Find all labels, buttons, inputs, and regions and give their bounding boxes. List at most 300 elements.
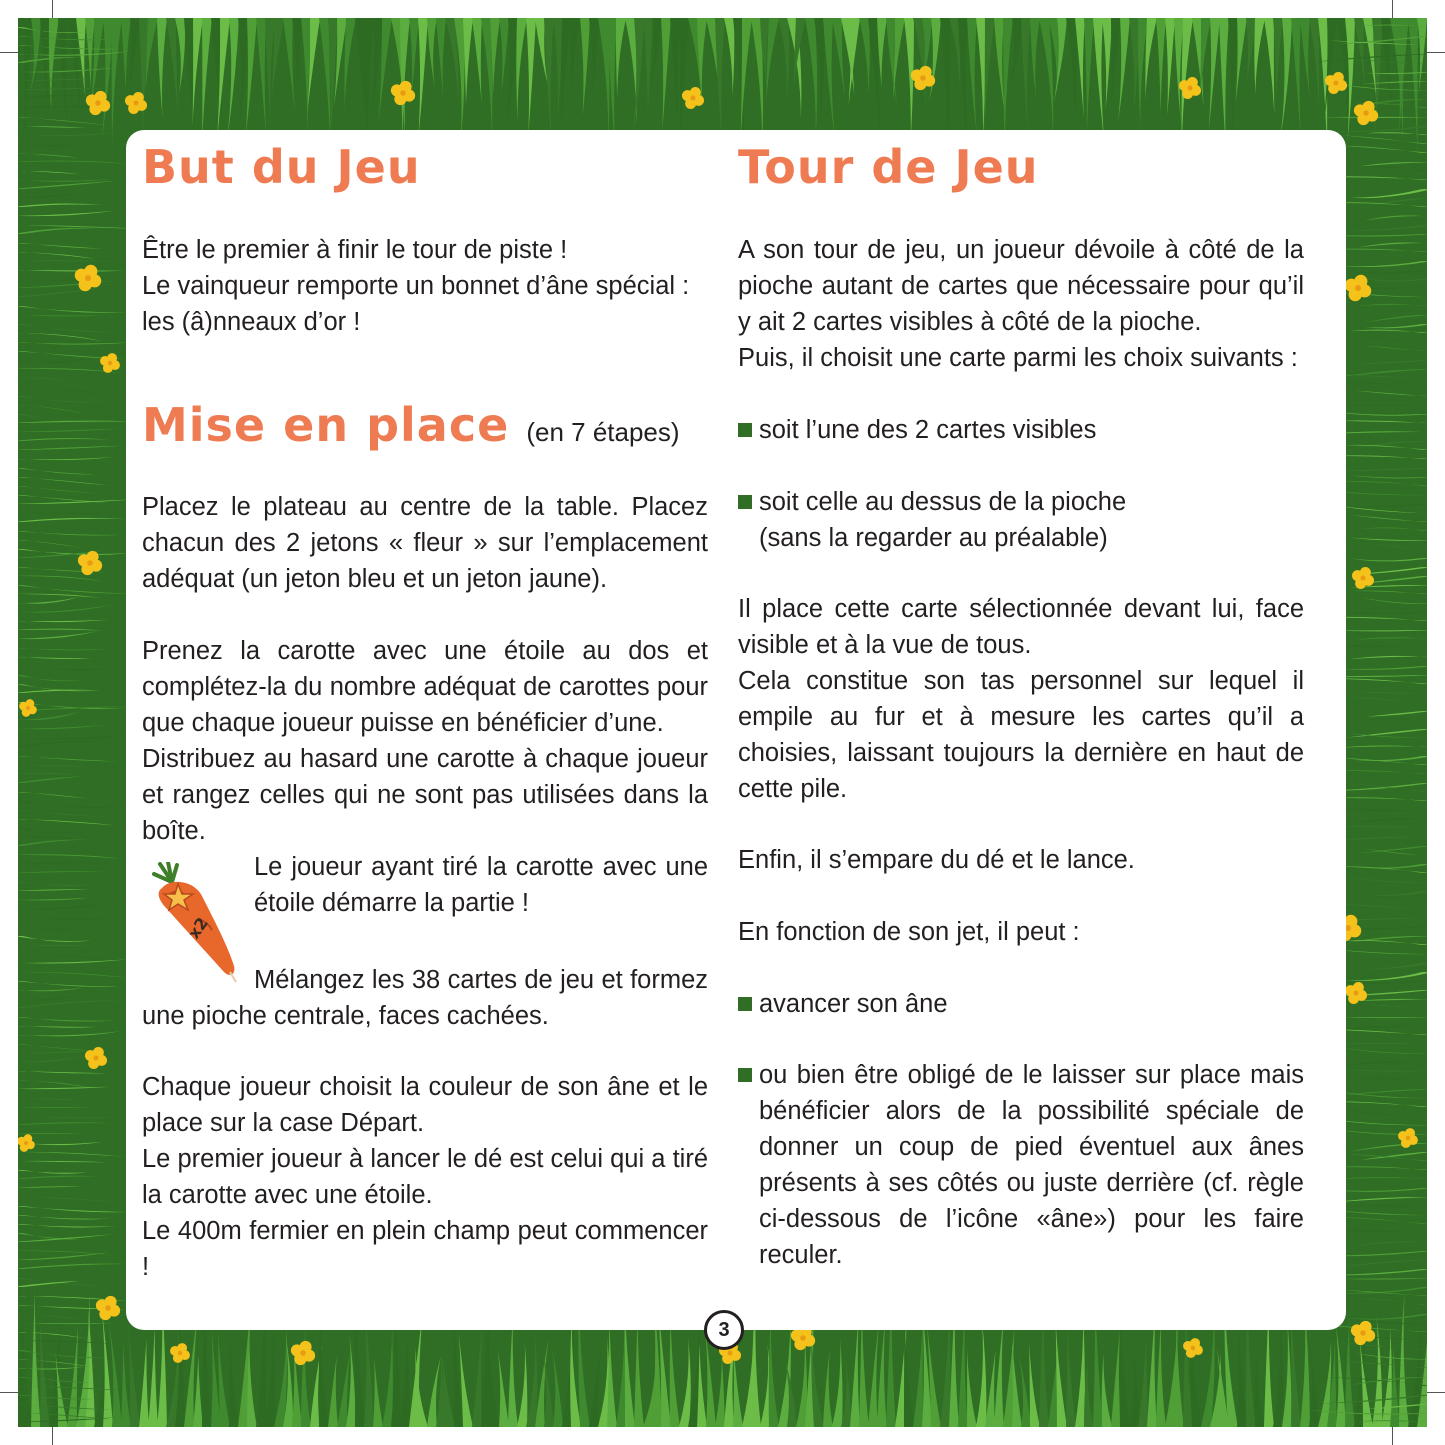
grass-blade <box>18 531 121 535</box>
grass-blade <box>18 67 118 72</box>
grass-blade <box>229 1333 239 1427</box>
grass-blade <box>1228 18 1238 144</box>
grass-blade <box>18 1161 107 1162</box>
svg-text:x2: x2 <box>184 913 212 943</box>
grass-blade <box>157 18 167 118</box>
grass-blade <box>1282 1320 1292 1427</box>
turn-para-1: A son tour de jeu, un joueur dévoile à côté de la pioche autant de cartes que nécessaire pour qu’il y ait 2 cartes visibles à côté de la pioche. <box>738 236 1304 336</box>
grass-blade <box>18 1296 135 1302</box>
grass-blade <box>1372 18 1382 142</box>
grass-blade <box>18 576 102 582</box>
grass-blade <box>1332 421 1427 423</box>
grass-blade <box>18 1080 95 1089</box>
grass-blade <box>580 18 590 116</box>
grass-blade <box>18 889 89 891</box>
grass-blade <box>1408 1322 1421 1427</box>
grass-blade <box>18 733 136 739</box>
grass-blade <box>1084 18 1094 137</box>
grass-blade <box>859 18 870 96</box>
grass-blade <box>18 324 126 332</box>
grass-blade <box>1344 1070 1427 1072</box>
grass-blade <box>616 18 626 99</box>
grass-blade <box>561 18 572 131</box>
turn-result-2-text: ou bien être obligé de le laisser sur place mais bénéficier alors de la possibilité spéciale de donner un coup de pied éventuel aux ânes présents à ses côtés ou juste derrière (cf. règle ci-dessous de l’icône «âne») pour les faire reculer. <box>759 1061 1304 1269</box>
grass-blade <box>18 378 79 383</box>
grass-blade <box>18 342 133 345</box>
grass-blade <box>18 773 82 776</box>
grass-blade <box>18 840 87 846</box>
grass-blade <box>1056 1322 1067 1427</box>
grass-blade <box>218 1329 230 1427</box>
grass-blade <box>868 1322 879 1427</box>
grass-blade <box>1066 18 1076 119</box>
grass-blade <box>526 18 536 134</box>
bullet-square <box>738 423 752 437</box>
grass-blade <box>18 1314 89 1320</box>
grass-blade <box>18 1197 119 1202</box>
grass-blade <box>18 629 102 631</box>
flower-icon <box>1345 275 1371 301</box>
grass-blade <box>364 18 374 149</box>
grass-blade <box>328 1356 338 1427</box>
grass-blade <box>1021 18 1031 134</box>
flower-icon <box>391 81 415 105</box>
grass-blade <box>18 1031 122 1036</box>
turn-para-4: Cela constitue son tas personnel sur lequel il empile au fur et à mesure les cartes qu’il a choisies, laissant toujours la dernière en haut de cette pile. <box>738 667 1304 803</box>
turn-para-5: Enfin, il s’empare du dé et le lance. <box>738 846 1135 874</box>
grass-blade <box>18 620 108 622</box>
grass-blade <box>1255 1354 1265 1427</box>
grass-blade <box>148 1326 158 1427</box>
grass-blade <box>1354 637 1427 640</box>
grass-blade <box>18 901 115 909</box>
grass-blade <box>18 359 86 363</box>
grass-blade <box>18 1215 112 1220</box>
flower-icon <box>19 699 37 717</box>
grass-blade <box>18 270 125 271</box>
grass-blade <box>1353 691 1427 693</box>
grass-blade <box>18 945 98 946</box>
grass-blade <box>1349 1298 1427 1305</box>
grass-blade <box>1338 1290 1427 1296</box>
grass-blade <box>670 18 680 126</box>
grass-blade <box>1346 225 1427 231</box>
grass-blade <box>841 1356 851 1427</box>
grass-blade <box>18 387 114 394</box>
grass-blade <box>1066 1323 1076 1427</box>
grass-blade <box>18 243 103 249</box>
grass-blade <box>18 477 110 486</box>
grass-blade <box>18 792 89 799</box>
grass-blade <box>1361 1004 1427 1008</box>
grass-blade <box>1338 1278 1427 1280</box>
grass-blade <box>1093 18 1104 144</box>
grass-blade <box>18 1133 83 1134</box>
grass-blade <box>139 1338 149 1427</box>
grass-blade <box>18 898 90 901</box>
grass-blade <box>18 657 92 659</box>
grass-blade <box>984 18 995 133</box>
grass-blade <box>18 756 119 762</box>
grass-blade <box>18 1264 128 1269</box>
grass-blade <box>913 1324 923 1427</box>
grass-blade <box>31 1290 41 1427</box>
grass-blade <box>18 810 100 817</box>
grass-blade <box>741 18 752 141</box>
grass-blade <box>1337 666 1427 670</box>
grass-blade <box>1338 940 1427 945</box>
grass-blade <box>850 1313 860 1427</box>
goal-line-3: les (â)nneaux d’or ! <box>142 308 361 336</box>
grass-blade <box>1075 1313 1085 1427</box>
setup-note: (en 7 étapes) <box>526 417 680 447</box>
grass-blade <box>18 18 23 127</box>
grass-blade <box>1030 18 1040 101</box>
grass-blade <box>18 438 109 441</box>
grass-blade <box>18 144 81 146</box>
grass-blade <box>1029 1344 1040 1427</box>
grass-blade <box>526 1329 537 1427</box>
grass-blade <box>1340 1089 1427 1096</box>
setup-step-7: Le premier joueur à lancer le dé est celui qui a tiré la carotte avec une étoile. <box>142 1145 708 1209</box>
flower-icon <box>1352 567 1374 589</box>
grass-blade <box>18 204 103 207</box>
grass-blade <box>1366 711 1427 717</box>
grass-blade <box>18 428 123 432</box>
grass-blade <box>1348 166 1427 171</box>
grass-blade <box>1399 18 1409 134</box>
grass-blade <box>1354 18 1365 90</box>
grass-blade <box>1350 515 1427 522</box>
grass-blade <box>18 597 79 604</box>
grass-blade <box>193 18 203 125</box>
grass-blade <box>256 18 266 138</box>
grass-blade <box>18 153 78 158</box>
grass-blade <box>985 1349 996 1427</box>
grass-blade <box>1356 999 1427 1001</box>
grass-blade <box>1273 18 1283 102</box>
grass-blade <box>1358 242 1427 247</box>
grass-blade <box>1359 543 1427 549</box>
turn-result-1 <box>738 986 1304 1022</box>
grass-blade <box>18 1224 117 1227</box>
grass-blade <box>436 18 446 96</box>
grass-blade <box>823 1350 833 1427</box>
goal-title: But du Jeu <box>142 140 421 194</box>
grass-blade <box>1349 475 1427 478</box>
grass-blade <box>1209 18 1220 130</box>
grass-blade <box>292 18 302 92</box>
grass-blade <box>1364 215 1427 220</box>
grass-blade <box>1321 126 1427 132</box>
grass-blade <box>18 594 101 598</box>
grass-blade <box>18 252 95 259</box>
grass-blade <box>1345 1154 1427 1161</box>
grass-blade <box>1102 18 1112 110</box>
grass-blade <box>1138 1332 1148 1427</box>
grass-blade <box>18 78 101 81</box>
grass-blade <box>18 854 119 858</box>
grass-blade <box>18 1152 126 1157</box>
grass-blade <box>18 179 111 181</box>
grass-blade <box>823 18 835 144</box>
grass-blade <box>18 741 102 747</box>
grass-blade <box>18 1000 128 1008</box>
grass-blade <box>498 1350 509 1427</box>
turn-title: Tour de Jeu <box>738 140 1039 194</box>
flower-icon <box>682 87 704 109</box>
grass-blade <box>1342 696 1427 702</box>
setup-step-4: Le joueur ayant tiré la carotte avec une étoile démarre la partie ! <box>254 853 708 917</box>
flower-icon <box>170 1343 190 1363</box>
grass-blade <box>18 918 117 920</box>
grass-blade <box>643 18 653 117</box>
grass-blade <box>1354 390 1427 396</box>
setup-title <box>142 398 680 452</box>
turn-option-2-note: (sans la regarder au préalable) <box>759 524 1108 552</box>
grass-blade <box>1337 1047 1427 1054</box>
grass-blade <box>18 132 124 136</box>
grass-blade <box>552 1348 563 1427</box>
grass-blade <box>670 1314 680 1427</box>
grass-blade <box>1348 1205 1427 1206</box>
grass-blade <box>18 446 124 450</box>
grass-blade <box>929 18 941 101</box>
grass-blade <box>18 1087 110 1089</box>
grass-blade <box>265 1320 275 1427</box>
grass-blade <box>1408 18 1418 157</box>
grass-blade <box>18 1107 93 1108</box>
grass-blade <box>18 405 84 413</box>
grass-blade <box>40 1319 50 1427</box>
grass-blade <box>18 1250 120 1256</box>
grass-blade <box>18 981 119 987</box>
grass-blade <box>18 1206 129 1212</box>
grass-blade <box>1309 1348 1319 1427</box>
flower-icon <box>75 265 101 291</box>
grass-blade <box>1129 18 1139 116</box>
grass-blade <box>1039 18 1053 140</box>
grass-blade <box>1336 1017 1427 1018</box>
page-number: 3 <box>704 1310 744 1350</box>
grass-blade <box>18 1071 107 1073</box>
grass-blade <box>1358 162 1427 167</box>
grass-blade <box>1118 18 1130 122</box>
grass-blade <box>319 18 330 141</box>
goal-line-2: Le vainqueur remporte un bonnet d’âne spécial : <box>142 272 690 300</box>
grass-blade <box>227 18 239 139</box>
grass-blade <box>18 211 114 216</box>
flower-icon <box>96 1296 120 1320</box>
grass-blade <box>18 193 86 198</box>
grass-blade <box>18 836 90 841</box>
grass-blade <box>976 1318 986 1427</box>
grass-blade <box>18 954 116 961</box>
grass-blade <box>994 1315 1004 1427</box>
grass-blade <box>121 18 131 92</box>
grass-blade <box>1156 18 1166 114</box>
grass-blade <box>1364 324 1427 328</box>
grass-blade <box>472 18 482 103</box>
grass-blade <box>1236 18 1247 103</box>
grass-blade <box>18 725 107 730</box>
grass-blade <box>18 1176 98 1179</box>
grass-blade <box>18 396 110 402</box>
grass-blade <box>1191 1319 1202 1427</box>
grass-blade <box>805 18 817 140</box>
grass-blade <box>1347 360 1427 364</box>
grass-blade <box>1102 1352 1112 1427</box>
grass-blade <box>661 18 671 131</box>
grass-blade <box>18 457 114 460</box>
grass-blade <box>1111 18 1121 107</box>
carrot-star-icon <box>150 862 242 984</box>
grass-blade <box>481 18 492 140</box>
grass-blade <box>371 18 383 120</box>
turn-option-2 <box>738 484 1304 556</box>
grass-blade <box>724 18 734 96</box>
grass-blade <box>18 540 84 548</box>
grass-blade <box>129 18 140 88</box>
setup-step-2: Prenez la carotte avec une étoile au dos et complétez-la du nombre adéquat de carottes pour que chaque joueur puisse en bénéficier d’une. <box>142 637 708 737</box>
grass-blade <box>18 1350 107 1358</box>
grass-blade <box>400 1333 410 1427</box>
grass-blade <box>18 333 104 342</box>
grass-blade <box>166 18 178 117</box>
grass-blade <box>877 1316 887 1427</box>
grass-blade <box>1338 876 1427 883</box>
grass-blade <box>1339 1336 1427 1341</box>
grass-blade <box>1322 1361 1427 1368</box>
setup-step-6: Chaque joueur choisit la couleur de son âne et le place sur la case Départ. <box>142 1073 708 1137</box>
grass-blade <box>18 1323 115 1324</box>
grass-blade <box>112 18 122 146</box>
grass-blade <box>18 828 81 833</box>
grass-blade <box>18 161 135 165</box>
grass-blade <box>18 468 95 474</box>
grass-blade <box>598 18 609 141</box>
grass-blade <box>1280 18 1292 139</box>
grass-blade <box>18 1186 83 1188</box>
grass-blade <box>832 1338 843 1427</box>
grass-blade <box>715 1355 725 1427</box>
goal-line-1: Être le premier à finir le tour de piste ! <box>142 236 568 264</box>
grass-blade <box>1353 270 1427 274</box>
grass-blade <box>18 117 108 125</box>
grass-blade <box>18 861 93 864</box>
grass-blade <box>18 1026 98 1028</box>
grass-blade <box>1363 198 1427 207</box>
grass-blade <box>67 1325 78 1427</box>
grass-blade <box>18 518 127 522</box>
grass-blade <box>18 260 125 261</box>
grass-blade <box>18 972 132 978</box>
grass-blade <box>1347 972 1427 981</box>
grass-blade <box>1348 1078 1427 1080</box>
grass-blade <box>499 18 509 95</box>
grass-blade <box>18 666 118 670</box>
flower-icon <box>1354 101 1378 125</box>
grass-blade <box>18 690 100 693</box>
grass-blade <box>1381 18 1392 108</box>
grass-blade <box>679 1338 691 1427</box>
grass-blade <box>1349 1314 1427 1320</box>
grass-blade <box>18 306 128 313</box>
grass-blade <box>18 605 113 613</box>
grass-blade <box>301 1325 311 1427</box>
grass-blade <box>18 648 109 650</box>
grass-blade <box>18 882 97 886</box>
setup-step-8: Le 400m fermier en plein champ peut commencer ! <box>142 1217 708 1281</box>
grass-blade <box>589 1345 602 1427</box>
grass-blade <box>1300 18 1310 98</box>
grass-blade <box>1333 468 1427 471</box>
grass-blade <box>18 585 130 593</box>
grass-blade <box>18 1122 114 1125</box>
grass-blade <box>319 1314 329 1427</box>
grass-blade <box>382 1327 393 1427</box>
grass-blade <box>18 631 96 639</box>
grass-blade <box>634 1313 644 1427</box>
grass-blade <box>18 765 90 766</box>
grass-blade <box>1362 527 1427 531</box>
grass-blade <box>18 315 104 316</box>
grass-blade <box>967 1349 977 1427</box>
grass-blade <box>1084 1356 1094 1427</box>
grass-blade <box>274 1326 287 1427</box>
grass-blade <box>193 1355 203 1427</box>
grass-blade <box>18 1044 93 1051</box>
grass-blade <box>1111 1328 1121 1427</box>
grass-blade <box>1320 1395 1427 1403</box>
flower-icon <box>18 1134 35 1152</box>
grass-blade <box>1264 18 1274 113</box>
grass-blade <box>18 819 115 825</box>
grass-blade <box>18 988 84 991</box>
grass-blade <box>1354 864 1427 869</box>
grass-blade <box>1174 1320 1184 1427</box>
grass-blade <box>489 1347 500 1427</box>
grass-blade <box>373 1357 383 1427</box>
grass-blade <box>1309 18 1319 112</box>
grass-blade <box>18 1340 117 1344</box>
turn-option-1-text: soit l’une des 2 cartes visibles <box>759 416 1097 444</box>
grass-blade <box>778 18 789 103</box>
grass-blade <box>18 171 81 174</box>
grass-blade <box>128 1324 140 1427</box>
grass-blade <box>400 18 410 143</box>
grass-blade <box>904 18 914 142</box>
turn-para-6: En fonction de son jet, il peut : <box>738 918 1080 946</box>
turn-para-2: Puis, il choisit une carte parmi les choix suivants : <box>738 344 1298 372</box>
grass-blade <box>1348 656 1427 659</box>
grass-blade <box>1364 718 1427 720</box>
grass-blade <box>1348 1241 1427 1246</box>
grass-blade <box>1333 1043 1427 1044</box>
grass-blade <box>18 95 92 99</box>
grass-blade <box>589 18 599 96</box>
grass-blade <box>202 18 212 140</box>
grass-blade <box>18 776 83 783</box>
grass-blade <box>18 936 92 942</box>
bullet-square <box>738 1068 752 1082</box>
grass-blade <box>18 228 94 234</box>
grass-blade <box>418 18 428 139</box>
turn-result-2 <box>738 1057 1304 1273</box>
setup-step-3: Distribuez au hasard une carotte à chaque joueur et rangez celles qui ne sont pas utilisées dans la boîte. <box>142 745 708 845</box>
grass-blade <box>1156 1316 1166 1427</box>
grass-blade <box>1351 591 1427 594</box>
